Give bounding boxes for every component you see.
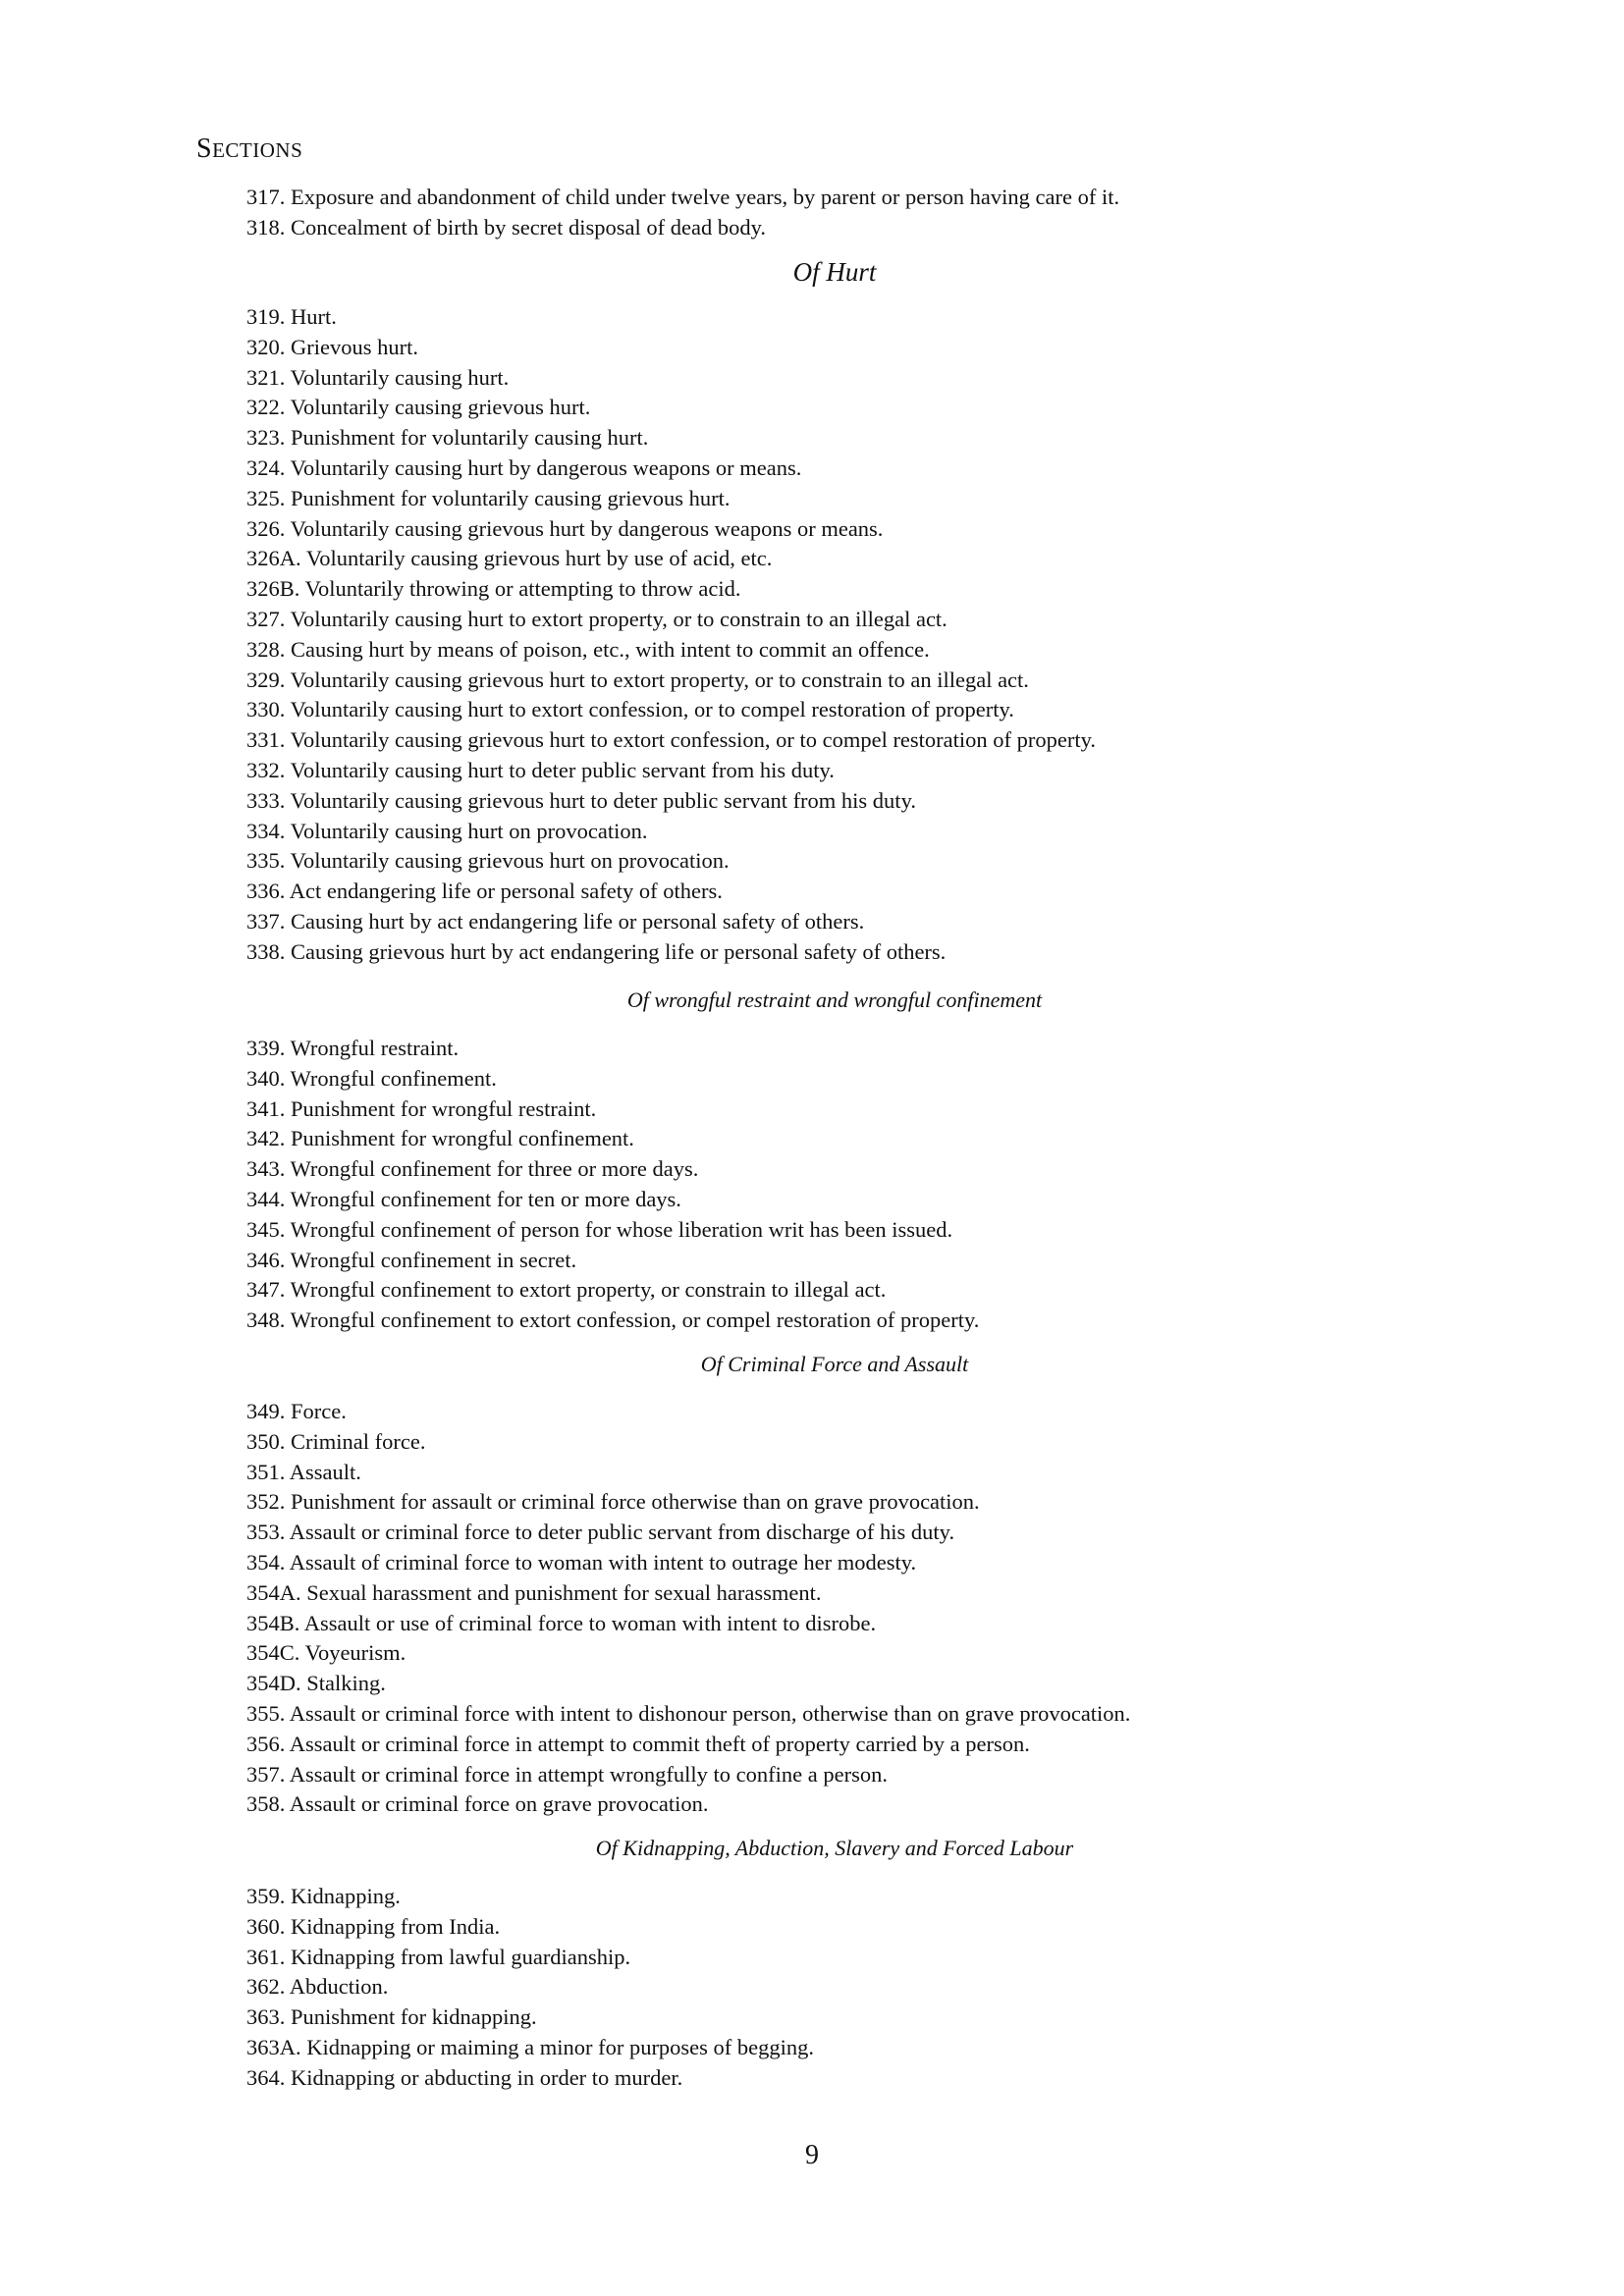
section-item: 358. Assault or criminal force on grave provocation. [246,1791,709,1817]
section-item: 347. Wrongful confinement to extort property, or constrain to illegal act. [246,1277,887,1303]
section-item: 352. Punishment for assault or criminal force otherwise than on grave provocation. [246,1489,980,1515]
section-item: 340. Wrongful confinement. [246,1065,497,1091]
section-item: 344. Wrongful confinement for ten or more days. [246,1186,681,1211]
section-item: 334. Voluntarily causing hurt on provocation. [246,818,648,843]
page-number: 9 [805,2140,819,2170]
section-item: 357. Assault or criminal force in attempt wrongfully to confine a person. [246,1761,888,1787]
group-title-kidnapping: Of Kidnapping, Abduction, Slavery and Forced Labour [595,1836,1074,1860]
section-item: 345. Wrongful confinement of person for whose liberation writ has been issued. [246,1216,953,1242]
heading-initial: S [196,133,213,164]
section-item: 354B. Assault or use of criminal force to woman with intent to disrobe. [246,1610,877,1635]
section-item: 327. Voluntarily causing hurt to extort property, or to constrain to an illegal act. [246,606,947,631]
section-item: 364. Kidnapping or abducting in order to murder. [246,2064,683,2090]
section-item: 317. Exposure and abandonment of child under twelve years, by parent or person having care of it. [246,185,1120,209]
section-item: 354A. Sexual harassment and punishment for sexual harassment. [246,1579,822,1605]
section-item: 338. Causing grievous hurt by act endangering life or personal safety of others. [246,938,947,964]
section-item: 326A. Voluntarily causing grievous hurt by use of acid, etc. [246,546,773,571]
section-item: 349. Force. [246,1399,347,1423]
section-item: 319. Hurt. [246,304,337,329]
section-item: 332. Voluntarily causing hurt to deter public servant from his duty. [246,757,835,782]
section-item: 330. Voluntarily causing hurt to extort confession, or to compel restoration of property. [246,697,1014,722]
section-item: 326. Voluntarily causing grievous hurt by dangerous weapons or means. [246,515,884,541]
group-list-kidnapping [246,1882,1474,2094]
section-item: 360. Kidnapping from India. [246,1913,501,1939]
section-item: 318. Concealment of birth by secret disposal of dead body. [246,214,767,240]
page-heading [196,133,302,165]
section-item: 329. Voluntarily causing grievous hurt to extort property, or to constrain to an illegal act. [246,667,1029,692]
section-item: 342. Punishment for wrongful confinement. [246,1126,634,1151]
section-item: 328. Causing hurt by means of poison, etc., with intent to commit an offence. [246,636,930,662]
group-title-criminal-force: Of Criminal Force and Assault [700,1352,969,1376]
section-item: 348. Wrongful confinement to extort confession, or compel restoration of property. [246,1308,980,1333]
section-item: 351. Assault. [246,1459,361,1484]
section-item: 335. Voluntarily causing grievous hurt on provocation. [246,848,730,874]
section-item: 363. Punishment for kidnapping. [246,2004,537,2030]
section-item: 350. Criminal force. [246,1428,426,1454]
group-title-hurt: Of Hurt [792,257,877,287]
section-item: 354C. Voyeurism. [246,1640,406,1666]
group-list-criminal-force [246,1397,1474,1820]
section-item: 353. Assault or criminal force to deter public servant from discharge of his duty. [246,1520,955,1545]
intro-list [246,183,1474,243]
section-item: 333. Voluntarily causing grievous hurt to deter public servant from his duty. [246,787,916,813]
section-item: 354D. Stalking. [246,1671,386,1696]
section-item: 355. Assault or criminal force with intent to dishonour person, otherwise than on grave provocation. [246,1700,1131,1726]
heading-rest: ECTIONS [212,138,303,162]
section-item: 354. Assault of criminal force to woman with intent to outrage her modesty. [246,1549,917,1575]
section-item: 346. Wrongful confinement in secret. [246,1247,577,1272]
section-item: 361. Kidnapping from lawful guardianship. [246,1944,631,1969]
section-item: 343. Wrongful confinement for three or more days. [246,1156,699,1182]
group-list-wrongful-restraint [246,1034,1474,1336]
section-item: 341. Punishment for wrongful restraint. [246,1095,597,1121]
section-item: 326B. Voluntarily throwing or attempting to throw acid. [246,576,741,602]
section-item: 324. Voluntarily causing hurt by dangerous weapons or means. [246,454,802,480]
section-item: 331. Voluntarily causing grievous hurt to extort confession, or to compel restoration of property. [246,727,1097,753]
section-item: 321. Voluntarily causing hurt. [246,364,510,390]
section-item: 337. Causing hurt by act endangering life or personal safety of others. [246,908,865,934]
section-item: 362. Abduction. [246,1974,389,2000]
group-list-hurt [246,302,1474,968]
group-title-wrongful-restraint: Of wrongful restraint and wrongful confinement [626,988,1043,1012]
section-item: 339. Wrongful restraint. [246,1036,460,1060]
section-item: 363A. Kidnapping or maiming a minor for purposes of begging. [246,2034,815,2059]
section-item: 359. Kidnapping. [246,1884,401,1908]
section-item: 323. Punishment for voluntarily causing hurt. [246,425,649,451]
section-item: 325. Punishment for voluntarily causing grievous hurt. [246,485,731,510]
section-item: 320. Grievous hurt. [246,334,418,359]
section-item: 322. Voluntarily causing grievous hurt. [246,395,591,420]
section-item: 356. Assault or criminal force in attempt to commit theft of property carried by a person. [246,1731,1030,1756]
section-item: 336. Act endangering life or personal safety of others. [246,879,723,904]
